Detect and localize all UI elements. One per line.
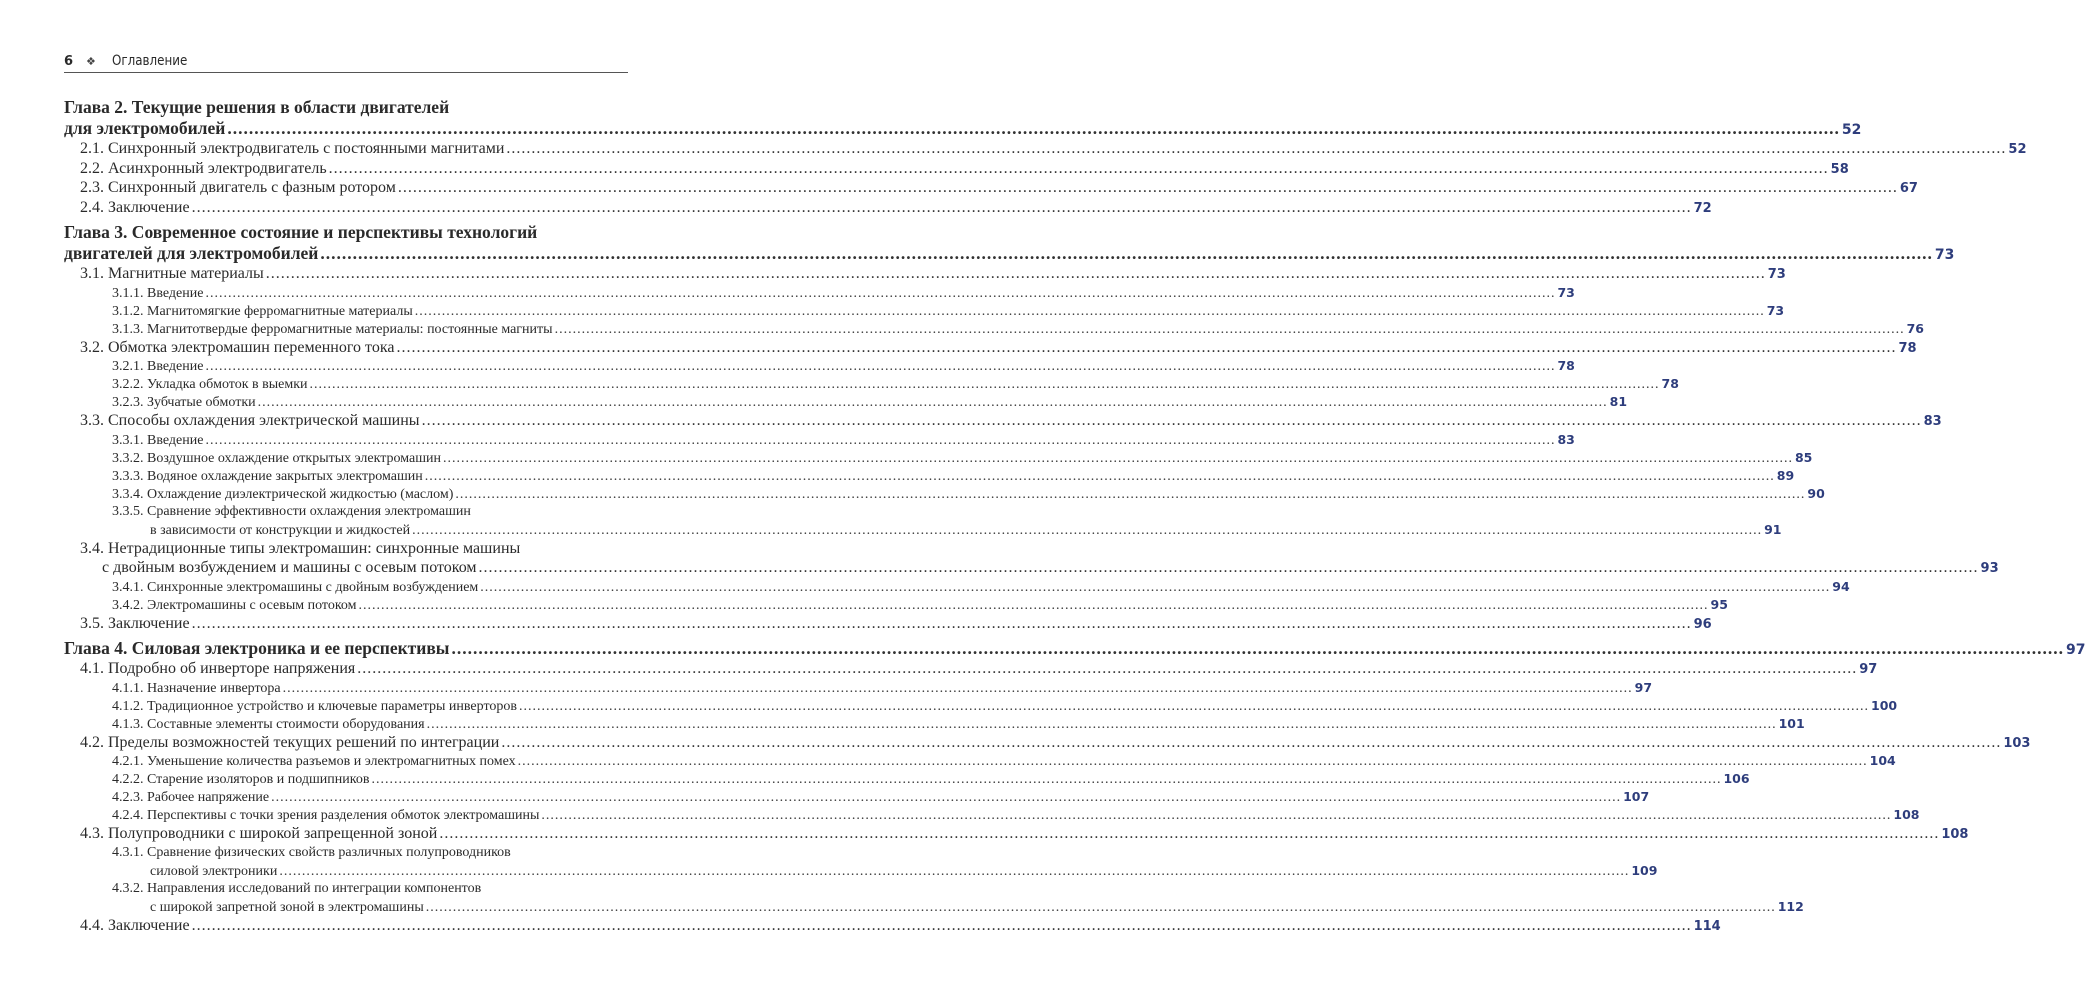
toc-section[interactable]	[64, 264, 1786, 284]
dot-leader: ............................................................................................................................................................................................................................................................................................................	[478, 559, 1979, 576]
toc-entry-title: 4.2.2. Старение изоляторов и подшипников	[112, 772, 370, 787]
toc-subsection[interactable]	[64, 503, 1782, 539]
toc-page-number[interactable]: 96	[1693, 616, 1712, 632]
toc-page-number[interactable]: 78	[1661, 376, 1679, 391]
toc-entry-title: 2.4. Заключение	[80, 198, 190, 216]
dot-leader: ............................................................................................................................................................................................................................................................................................................	[554, 321, 1905, 337]
toc-entry-title: 4.3. Полупроводники с широкой запрещенной зоной	[80, 825, 438, 842]
dot-leader: ............................................................................................................................................................................................................................................................................................................	[205, 359, 1556, 374]
toc-entry-title: 3.1. Магнитные материалы	[80, 265, 264, 282]
toc-entry-title: с двойным возбуждением и машины с осевым потоком	[102, 559, 477, 576]
toc-entry-title: 4.4. Заключение	[80, 916, 190, 934]
dot-leader: ............................................................................................................................................................................................................................................................................................................	[506, 140, 2007, 157]
toc-page-number[interactable]: 101	[1778, 715, 1805, 731]
toc-entry-title: 4.3.1. Сравнение физических свойств различных полупроводников	[112, 844, 511, 860]
toc-page-number[interactable]: 81	[1609, 394, 1628, 409]
toc-page-number[interactable]: 94	[1832, 578, 1850, 594]
toc-section[interactable]	[64, 159, 1849, 179]
dot-leader: ............................................................................................................................................................................................................................................................................................................	[279, 863, 1630, 879]
toc-page-number[interactable]: 72	[1693, 200, 1712, 216]
toc-page-number[interactable]: 91	[1764, 521, 1782, 537]
toc-entry-title: для электромобилей	[64, 118, 226, 138]
toc-subsection[interactable]	[64, 284, 1575, 302]
toc-page-number[interactable]: 52	[2008, 142, 2027, 157]
toc-page-number[interactable]: 97	[1634, 679, 1653, 695]
toc-entry-title: 4.1.3. Составные элементы стоимости оборудования	[112, 716, 425, 732]
running-title: Оглавление	[112, 53, 188, 69]
toc-subsection[interactable]	[64, 357, 1575, 375]
toc-entry-title: 3.4.2. Электромашины с осевым потоком	[112, 597, 357, 613]
toc-entry-title: 3.3.3. Водяное охлаждение закрытых электромашин	[112, 468, 423, 484]
toc-subsection[interactable]	[64, 697, 1898, 715]
dot-leader: ............................................................................................................................................................................................................................................................................................................	[414, 303, 1765, 319]
toc-entry-title: 4.1.2. Традиционное устройство и ключевые параметры инверторов	[112, 698, 518, 714]
toc-page-number[interactable]: 97	[1859, 662, 1878, 677]
toc-subsection[interactable]	[64, 431, 1575, 449]
toc-page-number[interactable]: 100	[1871, 697, 1898, 713]
toc-entry-title: Глава 2. Текущие решения в области двигателей	[64, 97, 450, 117]
dot-leader: ............................................................................................................................................................................................................................................................................................................	[328, 159, 1829, 177]
toc-subsection[interactable]	[64, 393, 1628, 411]
toc-entry-title: 3.4.1. Синхронные электромашины с двойным возбуждением	[112, 579, 479, 595]
dot-leader: ............................................................................................................................................................................................................................................................................................................	[421, 412, 1922, 429]
toc-page-number[interactable]: 67	[1899, 181, 1918, 196]
dot-leader: ............................................................................................................................................................................................................................................................................................................	[320, 243, 1933, 263]
toc-entry-title: 2.2. Асинхронный электродвигатель	[80, 159, 327, 177]
toc-subsection[interactable]	[64, 880, 1804, 916]
toc-entry-title: 2.3. Синхронный двигатель с фазным ротором	[80, 179, 396, 196]
toc-subsection[interactable]	[64, 467, 1795, 485]
toc-subsection[interactable]	[64, 320, 1924, 338]
dot-leader: ............................................................................................................................................................................................................................................................................................................	[191, 916, 1692, 934]
toc-page-number[interactable]: 83	[1923, 414, 1942, 429]
dot-leader: ............................................................................................................................................................................................................................................................................................................	[309, 377, 1660, 392]
dot-leader: ............................................................................................................................................................................................................................................................................................................	[265, 265, 1766, 282]
toc-page-number[interactable]: 103	[2003, 735, 2031, 751]
toc-page-number[interactable]: 78	[1898, 340, 1917, 356]
toc-entry-title: 4.2.3. Рабочее напряжение	[112, 790, 270, 805]
toc-entry-title: 4.2. Пределы возможностей текущих решений по интеграции	[80, 733, 500, 751]
dot-leader: ............................................................................................................................................................................................................................................................................................................	[397, 179, 1898, 196]
toc-section[interactable]	[64, 824, 1969, 844]
toc-page-number[interactable]: 114	[1693, 918, 1721, 934]
dot-leader: ............................................................................................................................................................................................................................................................................................................	[424, 468, 1775, 484]
dot-leader: ............................................................................................................................................................................................................................................................................................................	[205, 285, 1556, 301]
toc-page-number[interactable]: 52	[1841, 122, 1862, 138]
toc-entry-title: 4.3.2. Направления исследований по интеграции компонентов	[112, 880, 482, 896]
toc-entry-title: 4.1.1. Назначение инвертора	[112, 680, 281, 696]
running-header	[64, 50, 628, 73]
toc-section[interactable]	[64, 733, 2031, 753]
dot-leader: ............................................................................................................................................................................................................................................................................................................	[396, 338, 1897, 356]
toc-entry-title: Глава 3. Современное состояние и перспективы технологий	[64, 222, 538, 242]
toc-page-number[interactable]: 58	[1830, 161, 1849, 177]
toc-page-number[interactable]: 90	[1807, 485, 1825, 501]
toc-section[interactable]	[64, 139, 2027, 159]
toc-chapter[interactable]	[64, 222, 1955, 264]
toc-entry-title: 3.1.1. Введение	[112, 285, 204, 301]
toc-subsection[interactable]	[64, 596, 1728, 614]
toc-page-number[interactable]: 108	[1941, 827, 1969, 842]
dot-leader: ............................................................................................................................................................................................................................................................................................................	[358, 597, 1709, 613]
toc-subsection[interactable]	[64, 806, 1920, 824]
toc-section[interactable]	[64, 614, 1712, 634]
dot-leader: ............................................................................................................................................................................................................................................................................................................	[191, 614, 1692, 632]
toc-entry-title: 3.3.2. Воздушное охлаждение открытых электромашин	[112, 450, 441, 466]
page-number: 6	[64, 53, 74, 69]
toc-page-number[interactable]: 112	[1777, 898, 1804, 914]
dot-leader: ............................................................................................................................................................................................................................................................................................................	[357, 660, 1858, 677]
toc-chapter[interactable]	[64, 97, 1862, 139]
toc-subsection[interactable]	[64, 752, 1896, 770]
dot-leader: ............................................................................................................................................................................................................................................................................................................	[227, 118, 1840, 138]
toc-page-number[interactable]: 97	[2065, 642, 2085, 658]
toc-entry-title: двигателей для электромобилей	[64, 243, 319, 263]
toc-page-number[interactable]: 73	[1766, 302, 1785, 318]
toc-section[interactable]	[64, 411, 1942, 431]
toc-entry-title: силовой электроники	[150, 863, 278, 879]
toc-page-number[interactable]: 93	[1980, 561, 1999, 576]
dot-leader: ............................................................................................................................................................................................................................................................................................................	[439, 825, 1940, 842]
dot-leader: ............................................................................................................................................................................................................................................................................................................	[426, 716, 1777, 732]
toc-page-number[interactable]: 106	[1723, 771, 1750, 786]
ornament-icon: ❖	[86, 54, 96, 68]
toc-entry-title: 3.1.3. Магнитотвердые ферромагнитные материалы: постоянные магниты	[112, 321, 553, 337]
dot-leader: ............................................................................................................................................................................................................................................................................................................	[205, 432, 1556, 448]
toc-entry-title: 3.2.1. Введение	[112, 359, 204, 374]
toc-section[interactable]	[64, 338, 1917, 358]
toc-entry-title: 4.1. Подробно об инверторе напряжения	[80, 660, 356, 677]
toc-subsection[interactable]	[64, 578, 1850, 596]
toc-page-number[interactable]: 108	[1893, 807, 1920, 822]
toc-page-number[interactable]: 73	[1934, 247, 1955, 263]
toc-chapter[interactable]	[64, 638, 2085, 659]
toc-entry-title: 3.2. Обмотка электромашин переменного тока	[80, 338, 395, 356]
toc-page-number[interactable]: 107	[1623, 789, 1650, 804]
dot-leader: ............................................................................................................................................................................................................................................................................................................	[455, 486, 1806, 502]
toc-subsection[interactable]	[64, 770, 1750, 788]
dot-leader: ............................................................................................................................................................................................................................................................................................................	[442, 450, 1793, 466]
dot-leader: ............................................................................................................................................................................................................................................................................................................	[271, 790, 1622, 805]
dot-leader: ............................................................................................................................................................................................................................................................................................................	[501, 733, 2002, 751]
toc-entry-title: 3.3. Способы охлаждения электрической машины	[80, 412, 420, 429]
dot-leader: ............................................................................................................................................................................................................................................................................................................	[191, 198, 1692, 216]
table-of-contents	[64, 92, 2085, 935]
toc-subsection[interactable]	[64, 715, 1805, 733]
toc-subsection[interactable]	[64, 302, 1785, 320]
toc-entry-title: 3.3.5. Сравнение эффективности охлаждения электромашин	[112, 503, 471, 519]
dot-leader: ............................................................................................................................................................................................................................................................................................................	[517, 754, 1868, 769]
toc-page-number[interactable]: 83	[1557, 431, 1575, 447]
toc-page-number[interactable]: 73	[1767, 267, 1786, 282]
toc-section[interactable]	[64, 659, 1878, 679]
toc-entry-title: 2.1. Синхронный электродвигатель с постоянными магнитами	[80, 140, 505, 157]
toc-entry-title: 3.5. Заключение	[80, 614, 190, 632]
dot-leader: ............................................................................................................................................................................................................................................................................................................	[480, 579, 1831, 595]
toc-entry-title: 3.4. Нетрадиционные типы электромашин: синхронные машины	[80, 539, 521, 557]
toc-entry-title: с широкой запретной зоной в электромашины	[150, 899, 424, 915]
dot-leader: ............................................................................................................................................................................................................................................................................................................	[257, 395, 1608, 410]
toc-section[interactable]	[64, 198, 1712, 218]
dot-leader: ............................................................................................................................................................................................................................................................................................................	[282, 680, 1633, 696]
toc-page-number[interactable]: 76	[1906, 320, 1924, 336]
toc-page-number[interactable]: 85	[1794, 449, 1813, 465]
toc-page-number[interactable]: 73	[1557, 284, 1575, 300]
toc-subsection[interactable]	[64, 375, 1679, 393]
toc-page-number[interactable]: 109	[1631, 862, 1658, 878]
toc-section[interactable]	[64, 539, 1999, 578]
toc-page-number[interactable]: 78	[1557, 358, 1575, 373]
toc-entry-title: 3.1.2. Магнитомягкие ферромагнитные материалы	[112, 303, 413, 319]
dot-leader: ............................................................................................................................................................................................................................................................................................................	[519, 698, 1870, 714]
toc-entry-title: 3.3.4. Охлаждение диэлектрической жидкостью (маслом)	[112, 486, 454, 502]
toc-page-number[interactable]: 104	[1869, 753, 1896, 768]
toc-subsection[interactable]	[64, 449, 1813, 467]
dot-leader: ............................................................................................................................................................................................................................................................................................................	[425, 899, 1776, 915]
dot-leader: ............................................................................................................................................................................................................................................................................................................	[541, 808, 1892, 823]
toc-subsection[interactable]	[64, 844, 1658, 880]
toc-subsection[interactable]	[64, 485, 1825, 503]
toc-section[interactable]	[64, 178, 1918, 198]
toc-page-number[interactable]: 95	[1710, 596, 1728, 612]
dot-leader: ............................................................................................................................................................................................................................................................................................................	[451, 638, 2064, 658]
toc-subsection[interactable]	[64, 788, 1650, 806]
toc-entry-title: в зависимости от конструкции и жидкостей	[150, 522, 411, 538]
toc-entry-title: 3.3.1. Введение	[112, 432, 204, 448]
dot-leader: ............................................................................................................................................................................................................................................................................................................	[371, 772, 1722, 787]
toc-subsection[interactable]	[64, 679, 1653, 697]
toc-section[interactable]	[64, 916, 1721, 936]
dot-leader: ............................................................................................................................................................................................................................................................................................................	[412, 522, 1763, 538]
toc-entry-title: 3.2.3. Зубчатые обмотки	[112, 395, 256, 410]
toc-entry-title: 3.2.2. Укладка обмоток в выемки	[112, 377, 308, 392]
toc-entry-title: Глава 4. Силовая электроника и ее перспективы	[64, 638, 450, 658]
toc-entry-title: 4.2.4. Перспективы с точки зрения разделения обмоток электромашины	[112, 808, 540, 823]
toc-entry-title: 4.2.1. Уменьшение количества разъемов и электромагнитных помех	[112, 754, 516, 769]
toc-page-number[interactable]: 89	[1776, 467, 1795, 483]
